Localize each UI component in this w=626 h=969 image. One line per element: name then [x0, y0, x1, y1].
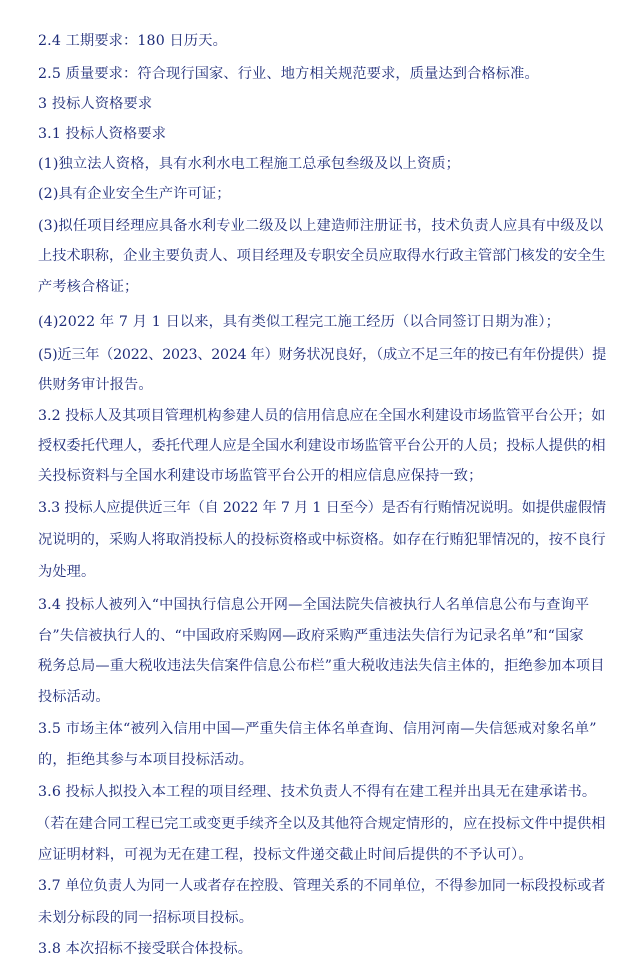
clause-3-4-line-1: 3.4 投标人被列入“中国执行信息公开网—全国法院失信被执行人名单信息公布与查询平	[38, 597, 590, 613]
section-heading-3: 3 投标人资格要求	[38, 96, 153, 112]
clause-3-8: 3.8 本次招标不接受联合体投标。	[38, 941, 253, 957]
requirement-1: (1)独立法人资格，具有水利水电工程施工总承包叁级及以上资质；	[38, 156, 460, 172]
line-2-4-schedule: 2.4 工期要求：180 日历天。	[38, 33, 227, 49]
clause-3-6-note-line-1: （若在建合同工程已完工或变更手续齐全以及其他符合规定情形的，应在投标文件中提供相	[36, 816, 606, 832]
clause-3-2-line-2: 授权委托代理人，委托代理人应是全国水利建设市场监管平台公开的人员；投标人提供的相	[38, 438, 606, 454]
clause-3-2-line-3: 关投标资料与全国水利建设市场监管平台公开的相应信息应保持一致；	[38, 468, 483, 484]
subsection-heading-3-1: 3.1 投标人资格要求	[38, 126, 167, 142]
requirement-5-line-2: 供财务审计报告。	[38, 377, 153, 393]
clause-3-6: 3.6 投标人拟投入本工程的项目经理、技术负责人不得有在建工程并出具无在建承诺书。	[38, 784, 597, 800]
clause-3-3-line-3: 为处理。	[38, 564, 96, 580]
clause-3-6-note-line-2: 应证明材料，可视为无在建工程，投标文件递交截止时间后提供的不予认可）。	[38, 847, 533, 863]
clause-3-3-line-2: 况说明的，采购人将取消投标人的投标资格或中标资格。如存在行贿犯罪情况的，按不良行	[38, 532, 606, 548]
clause-3-2-line-1: 3.2 投标人及其项目管理机构参建人员的信用信息应在全国水利建设市场监管平台公开；如	[38, 408, 606, 424]
clause-3-4-line-4: 投标活动。	[38, 689, 110, 705]
clause-3-5-line-1: 3.5 市场主体“被列入信用中国—严重失信主体名单查询、信用河南—失信惩戒对象名单”	[38, 721, 597, 737]
clause-3-5-line-2: 的，拒绝其参与本项目投标活动。	[38, 752, 254, 768]
clause-3-7-line-2: 未划分标段的同一招标项目投标。	[38, 910, 254, 926]
requirement-3-line-1: (3)拟任项目经理应具备水利专业二级及以上建造师注册证书，技术负责人应具有中级及以	[38, 218, 604, 234]
line-2-5-quality: 2.5 质量要求：符合现行国家、行业、地方相关规范要求，质量达到合格标准。	[38, 66, 539, 82]
requirement-2: (2)具有企业安全生产许可证；	[38, 186, 231, 202]
requirement-5-line-1: (5)近三年（2022、2023、2024 年）财务状况良好，（成立不足三年的按已有年份提供）提	[38, 347, 607, 363]
clause-3-4-line-3: 税务总局—重大税收违法失信案件信息公布栏”重大税收违法失信主体的，拒绝参加本项目	[38, 658, 605, 674]
clause-3-4-line-2: 台”失信被执行人的、“中国政府采购网—政府采购严重违法失信行为记录名单”和“国家	[38, 628, 584, 644]
requirement-3-line-3: 产考核合格证；	[38, 279, 139, 295]
requirement-4: (4)2022 年 7 月 1 日以来，具有类似工程完工施工经历（以合同签订日期为准）；	[38, 314, 560, 330]
clause-3-7-line-1: 3.7 单位负责人为同一人或者存在控股、管理关系的不同单位，不得参加同一标段投标或者	[38, 878, 606, 894]
clause-3-3-line-1: 3.3 投标人应提供近三年（自 2022 年 7 月 1 日至今）是否有行贿情况说明。如提供虚假情	[38, 500, 606, 516]
requirement-3-line-2: 上技术职称，企业主要负责人、项目经理及专职安全员应取得水行政主管部门核发的安全生	[38, 248, 606, 264]
